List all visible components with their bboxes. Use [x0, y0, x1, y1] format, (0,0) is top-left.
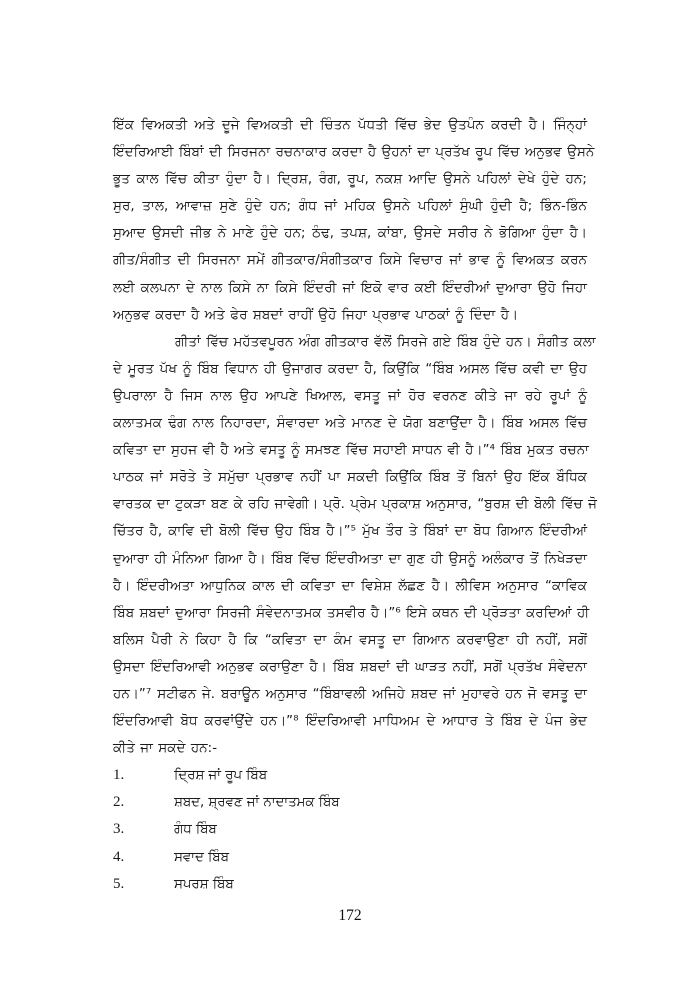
- text-line: ਸੁਆਦ ਉਸਦੀ ਜੀਭ ਨੇ ਮਾਣੇ ਹੁੰਦੇ ਹਨ; ਠੰਢ, ਤਪਸ਼, ਕਾਂਬਾ, ਉਸਦੇ ਸਰੀਰ ਨੇ ਭੋਗਿਆ ਹੁੰਦਾ ਹੈ।: [113, 226, 587, 242]
- list-item: [113, 844, 587, 871]
- list-text: ਸਵਾਦ ਬਿੰਬ: [174, 849, 229, 865]
- text-line: ਭੂਤ ਕਾਲ ਵਿੱਚ ਕੀਤਾ ਹੁੰਦਾ ਹੈ। ਦ੍ਰਿਸ਼, ਰੰਗ, ਰੂਪ, ਨਕਸ਼ ਆਦਿ ਉਸਨੇ ਪਹਿਲਾਂ ਦੇਖੇ ਹੁੰਦੇ ਹਨ;: [113, 172, 587, 188]
- text-line: ਇੰਦਰਿਆਵੀ ਬੋਧ ਕਰਵਾਂਉਂਦੇ ਹਨ।”⁸ ਇੰਦਰਿਆਵੀ ਮਾਧਿਅਮ ਦੇ ਆਧਾਰ ਤੇ ਬਿੰਬ ਦੇ ਪੰਜ ਭੇਦ: [113, 714, 587, 730]
- list-text: ਸਪਰਸ਼ ਬਿੰਬ: [174, 876, 234, 892]
- image-types-list: [113, 762, 587, 897]
- paragraph-2: [113, 329, 597, 763]
- text-line: ਕਲਾਤਮਕ ਢੰਗ ਨਾਲ ਨਿਹਾਰਦਾ, ਸੰਵਾਰਦਾ ਅਤੇ ਮਾਨਣ ਦੇ ਯੋਗ ਬਣਾਉਂਦਾ ਹੈ। ਬਿੰਬ ਅਸਲ ਵਿੱਚ: [113, 416, 587, 432]
- list-number: 2.: [113, 794, 125, 811]
- list-item: [113, 871, 587, 898]
- paragraph-1: [113, 112, 595, 329]
- text-line: ਕਵਿਤਾ ਦਾ ਸੁਹਜ ਵੀ ਹੈ ਅਤੇ ਵਸਤੂ ਨੂੰ ਸਮਝਣ ਵਿੱਚ ਸਹਾਈ ਸਾਧਨ ਵੀ ਹੈ।”⁴ ਬਿੰਬ ਮੁਕਤ ਰਚਨਾ: [113, 443, 589, 459]
- text-line: ਗੀਤਾਂ ਵਿੱਚ ਮਹੱਤਵਪੂਰਨ ਅੰਗ ਗੀਤਕਾਰ ਵੱਲੋਂ ਸਿਰਜੇ ਗਏ ਬਿੰਬ ਹੁੰਦੇ ਹਨ। ਸੰਗੀਤ ਕਲਾ: [175, 334, 596, 350]
- text-line: ਲਈ ਕਲਪਨਾ ਦੇ ਨਾਲ ਕਿਸੇ ਨਾ ਕਿਸੇ ਇੰਦਰੀ ਜਾਂ ਇਕੋ ਵਾਰ ਕਈ ਇੰਦਰੀਆਂ ਦੁਆਰਾ ਉਹੋ ਜਿਹਾ: [113, 280, 587, 296]
- list-number: 5.: [113, 875, 125, 892]
- text-line: ਬਿੰਬ ਸ਼ਬਦਾਂ ਦੁਆਰਾ ਸਿਰਜੀ ਸੰਵੇਦਨਾਤਮਕ ਤਸਵੀਰ ਹੈ।”⁶ ਇਸੇ ਕਥਨ ਦੀ ਪ੍ਰੋੜਤਾ ਕਰਦਿਆਂ ਹੀ: [113, 605, 590, 621]
- list-text: ਸ਼ਬਦ, ਸ਼੍ਰਵਣ ਜਾਂ ਨਾਦਾਤਮਕ ਬਿੰਬ: [174, 795, 340, 811]
- text-line: ਗੀਤ/ਸੰਗੀਤ ਦੀ ਸਿਰਜਨਾ ਸਮੇਂ ਗੀਤਕਾਰ/ਸੰਗੀਤਕਾਰ ਕਿਸੇ ਵਿਚਾਰ ਜਾਂ ਭਾਵ ਨੂੰ ਵਿਅਕਤ ਕਰਨ: [113, 253, 587, 269]
- text-line: ਬਲਿਸ ਪੈਰੀ ਨੇ ਕਿਹਾ ਹੈ ਕਿ “ਕਵਿਤਾ ਦਾ ਕੰਮ ਵਸਤੂ ਦਾ ਗਿਆਨ ਕਰਵਾਉਣਾ ਹੀ ਨਹੀਂ, ਸਗੋਂ: [113, 632, 587, 648]
- list-number: 1.: [113, 767, 125, 784]
- list-item: [113, 789, 587, 816]
- page-number: 172: [338, 907, 362, 924]
- list-number: 4.: [113, 848, 125, 865]
- list-item: [113, 762, 587, 789]
- text-line: ਹਨ।”⁷ ਸਟੀਫਨ ਜੇ. ਬਰਾਊਨ ਅਨੁਸਾਰ “ਬਿੰਬਾਵਲੀ ਅਜਿਹੇ ਸ਼ਬਦ ਜਾਂ ਮੁਹਾਵਰੇ ਹਨ ਜੋ ਵਸਤੂ ਦਾ: [113, 686, 587, 702]
- text-line: ਸੁਰ, ਤਾਲ, ਆਵਾਜ਼ ਸੁਣੇ ਹੁੰਦੇ ਹਨ; ਗੰਧ ਜਾਂ ਮਹਿਕ ਉਸਨੇ ਪਹਿਲਾਂ ਸੁੰਘੀ ਹੁੰਦੀ ਹੈ; ਭਿੰਨ-ਭਿੰਨ: [113, 199, 587, 215]
- text-line: ਅਨੁਭਵ ਕਰਦਾ ਹੈ ਅਤੇ ਫੇਰ ਸ਼ਬਦਾਂ ਰਾਹੀਂ ਉਹੋ ਜਿਹਾ ਪ੍ਰਭਾਵ ਪਾਠਕਾਂ ਨੂੰ ਦਿੰਦਾ ਹੈ।: [113, 307, 519, 323]
- text-line: ਹੈ। ਇੰਦਰੀਅਤਾ ਆਧੁਨਿਕ ਕਾਲ ਦੀ ਕਵਿਤਾ ਦਾ ਵਿਸ਼ੇਸ਼ ਲੱਛਣ ਹੈ। ਲੀਵਿਸ ਅਨੁਸਾਰ “ਕਾਵਿਕ: [113, 578, 587, 594]
- text-line: ਦੁਆਰਾ ਹੀ ਮੰਨਿਆ ਗਿਆ ਹੈ। ਬਿੰਬ ਵਿੱਚ ਇੰਦਰੀਅਤਾ ਦਾ ਗੁਣ ਹੀ ਉਸਨੂੰ ਅਲੰਕਾਰ ਤੋਂ ਨਿਖੇੜਦਾ: [113, 551, 587, 567]
- text-line: ਇੱਕ ਵਿਅਕਤੀ ਅਤੇ ਦੂਜੇ ਵਿਅਕਤੀ ਦੀ ਚਿੰਤਨ ਪੱਧਤੀ ਵਿੱਚ ਭੇਦ ਉਤਪੰਨ ਕਰਦੀ ਹੈ। ਜਿੰਨ੍ਹਾਂ: [113, 118, 587, 133]
- text-line: ਉਸਦਾ ਇੰਦਰਿਆਵੀ ਅਨੁਭਵ ਕਰਾਉਣਾ ਹੈ। ਬਿੰਬ ਸ਼ਬਦਾਂ ਦੀ ਘਾੜਤ ਨਹੀਂ, ਸਗੋਂ ਪ੍ਰਤੱਖ ਸੰਵੇਦਨਾ: [113, 659, 587, 675]
- text-line: ਪਾਠਕ ਜਾਂ ਸਰੋਤੇ ਤੇ ਸਮੁੱਚਾ ਪ੍ਰਭਾਵ ਨਹੀਂ ਪਾ ਸਕਦੀ ਕਿਉਂਕਿ ਬਿੰਬ ਤੋਂ ਬਿਨਾਂ ਉਹ ਇੱਕ ਬੌਧਿਕ: [113, 470, 587, 486]
- body-text: [113, 112, 597, 898]
- list-text: ਦ੍ਰਿਸ਼ ਜਾਂ ਰੂਪ ਬਿੰਬ: [174, 768, 268, 784]
- list-item: [113, 816, 587, 843]
- text-line: ਉਪਰਾਲਾ ਹੈ ਜਿਸ ਨਾਲ ਉਹ ਆਪਣੇ ਖਿਆਲ, ਵਸਤੂ ਜਾਂ ਹੋਰ ਵਰਨਣ ਕੀਤੇ ਜਾ ਰਹੇ ਰੂਪਾਂ ਨੂੰ: [113, 388, 587, 404]
- text-line: ਚਿੱਤਰ ਹੈ, ਕਾਵਿ ਦੀ ਬੋਲੀ ਵਿੱਚ ਉਹ ਬਿੰਬ ਹੈ।”⁵ ਮੁੱਖ ਤੌਰ ਤੇ ਬਿੰਬਾਂ ਦਾ ਬੋਧ ਗਿਆਨ ਇੰਦਰੀਆਂ: [113, 524, 587, 540]
- text-line: ਕੀਤੇ ਜਾ ਸਕਦੇ ਹਨ:-: [113, 741, 218, 757]
- list-number: 3.: [113, 821, 125, 838]
- list-text: ਗੰਧ ਬਿੰਬ: [174, 822, 217, 838]
- text-line: ਵਾਰਤਕ ਦਾ ਟੁਕੜਾ ਬਣ ਕੇ ਰਹਿ ਜਾਵੇਗੀ। ਪ੍ਰੋ. ਪ੍ਰੇਮ ਪ੍ਰਕਾਸ਼ ਅਨੁਸਾਰ, “ਬੁਰਸ਼ ਦੀ ਬੋਲੀ ਵਿੱਚ ਜੋ: [113, 497, 597, 513]
- text-line: ਇੰਦਰਿਆਈ ਬਿੰਬਾਂ ਦੀ ਸਿਰਜਨਾ ਰਚਨਾਕਾਰ ਕਰਦਾ ਹੈ ਉਹਨਾਂ ਦਾ ਪ੍ਰਤੱਖ ਰੂਪ ਵਿੱਚ ਅਨੁਭਵ ਉਸਨੇ: [113, 145, 595, 161]
- text-line: ਦੇ ਮੂਰਤ ਪੱਖ ਨੂੰ ਬਿੰਬ ਵਿਧਾਨ ਹੀ ਉਜਾਗਰ ਕਰਦਾ ਹੈ, ਕਿਉਂਕਿ “ਬਿੰਬ ਅਸਲ ਵਿੱਚ ਕਵੀ ਦਾ ਉਹ: [113, 361, 587, 377]
